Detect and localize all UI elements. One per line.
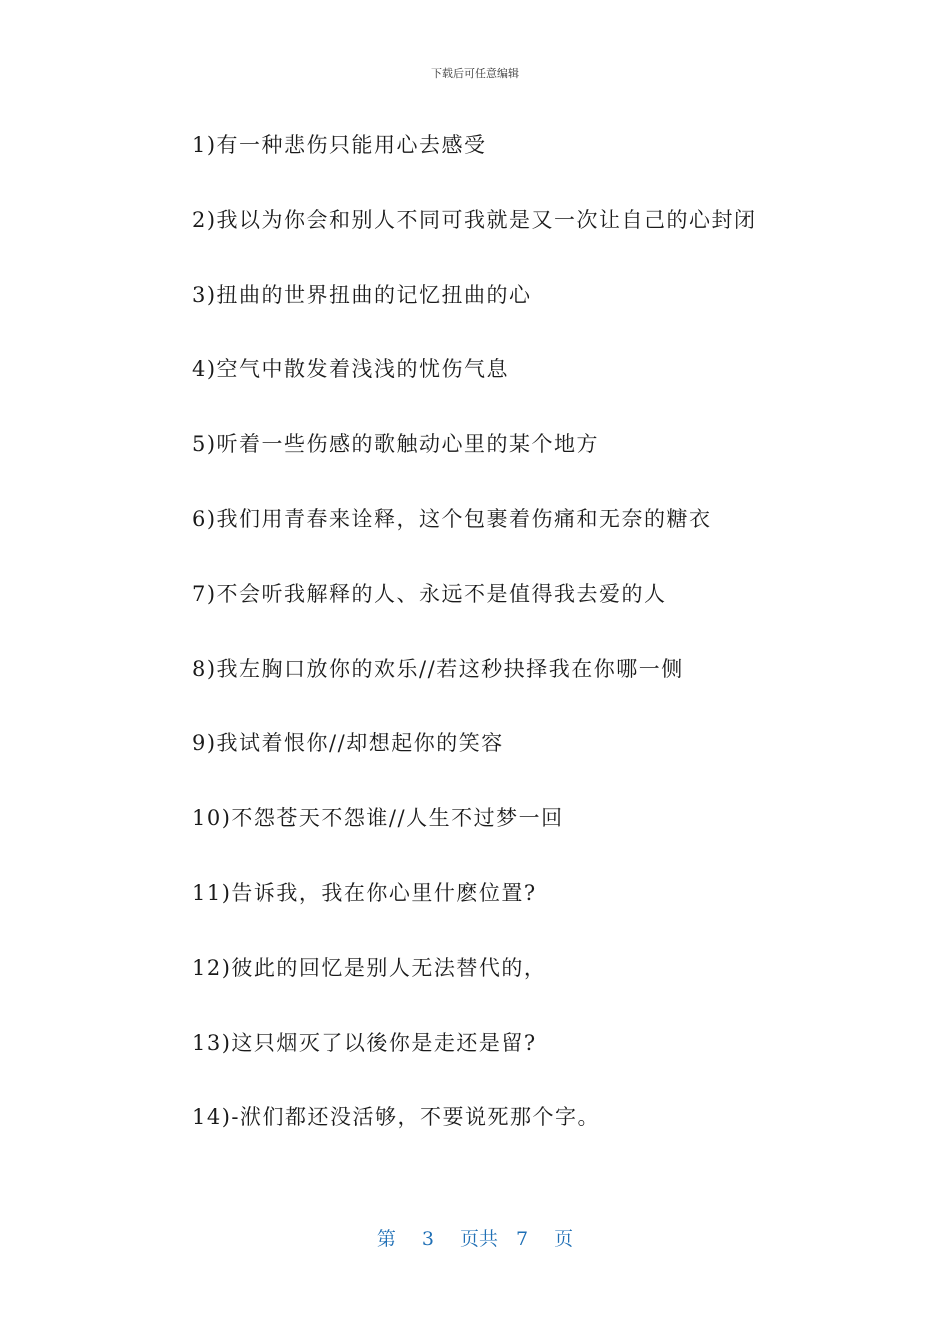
text-line: 6)我们用青春来诠释，这个包裹着伤痛和无奈的糖衣	[192, 506, 712, 531]
footer-current-page: 3	[421, 1228, 434, 1250]
text-line: 3)扭曲的世界扭曲的记忆扭曲的心	[192, 282, 532, 307]
text-line: 2)我以为你会和别人不同可我就是又一次让自己的心封闭	[192, 207, 757, 232]
text-line: 1)有一种悲伤只能用心去感受	[192, 133, 487, 157]
footer-di: 第	[376, 1228, 396, 1250]
footer-total-pages: 7	[516, 1228, 529, 1250]
text-lines	[192, 128, 892, 1175]
page-header-note: 下载后可任意编辑	[431, 67, 519, 80]
text-line: 12)彼此的回忆是别人无法替代的，	[192, 955, 547, 980]
text-line: 9)我试着恨你//却想起你的笑容	[192, 731, 504, 756]
text-line: 8)我左胸口放你的欢乐//若这秒抉择我在你哪一侧	[192, 656, 684, 681]
footer-ye: 页	[554, 1228, 574, 1250]
text-line: 14)-洑们都还没活够，不要说死那个字。	[192, 1105, 601, 1130]
text-line: 4)空气中散发着浅浅的忧伤气息	[192, 357, 510, 382]
text-line: 11)告诉我，我在你心里什麽位置?	[192, 880, 537, 905]
page-footer	[0, 1226, 950, 1252]
text-line: 10)不怨苍天不怨谁//人生不过梦一回	[192, 806, 564, 831]
text-line: 13)这只烟灭了以後你是走还是留?	[192, 1030, 537, 1055]
text-line: 7)不会听我解释的人、永远不是值得我去爱的人	[192, 581, 667, 606]
text-line: 5)听着一些伤感的歌触动心里的某个地方	[192, 432, 600, 457]
footer-ye-gong: 页共	[459, 1228, 498, 1250]
